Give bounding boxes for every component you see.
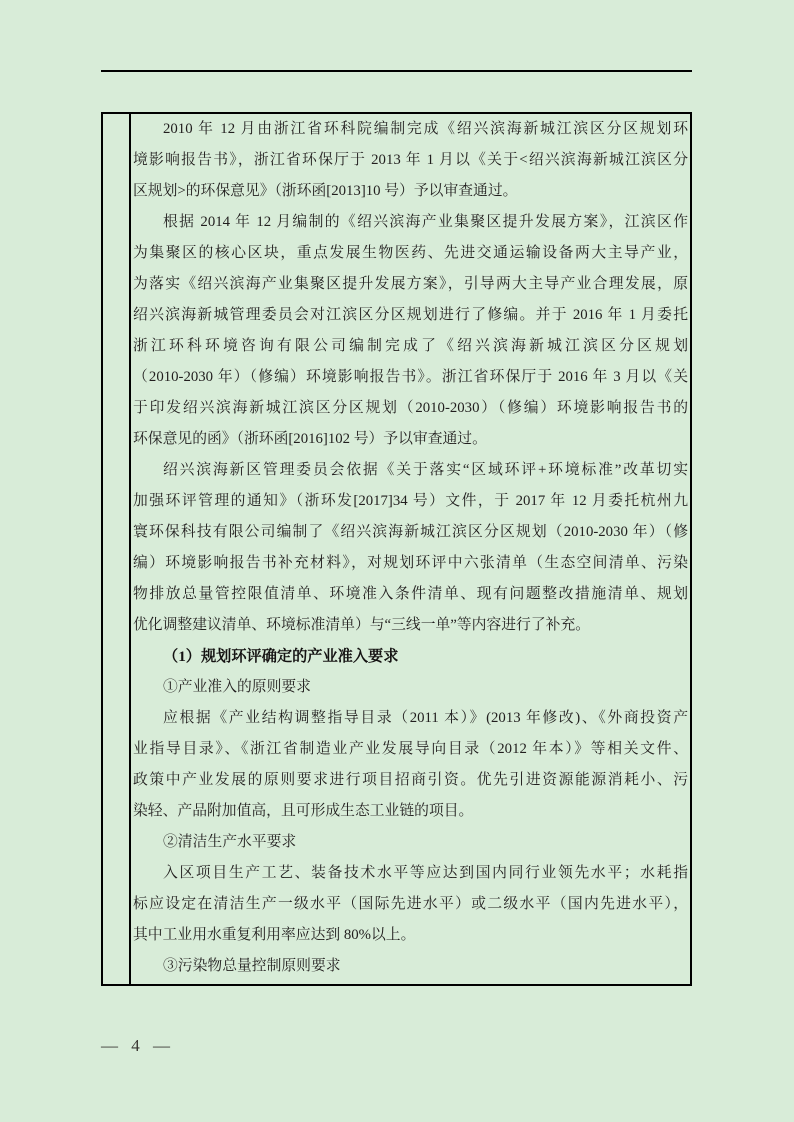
text-line: ①产业准入的原则要求 (163, 679, 311, 695)
content-table (101, 112, 692, 986)
text-line: 业指导目录》、《浙江省制造业产业发展导向目录（2012 年本）》等相关文件、 (133, 741, 688, 757)
text-line: 寰环保科技有限公司编制了《绍兴滨海新城江滨区分区规划（2010-2030 年）（修 (133, 524, 688, 540)
text-line: 物排放总量管控限值清单、环境准入条件清单、现有问题整改措施清单、规划 (133, 586, 688, 602)
text-line: 染轻、产品附加值高，且可形成生态工业链的项目。 (133, 803, 474, 819)
text-line: 编）环境影响报告书补充材料》，对规划环评中六张清单（生态空间清单、污染 (133, 555, 688, 571)
text-line: 加强环评管理的通知》（浙环发[2017]34 号）文件，于 2017 年 12 月委托杭州九 (133, 493, 688, 509)
text-line: 绍兴滨海新区管理委员会依据《关于落实“区域环评+环境标准”改革切实 (163, 462, 688, 478)
text-line: 根据 2014 年 12 月编制的《绍兴滨海产业集聚区提升发展方案》，江滨区作 (163, 214, 688, 230)
text-line: ③污染物总量控制原则要求 (163, 958, 341, 974)
text-line: 其中工业用水重复利用率应达到 80%以上。 (133, 927, 416, 943)
text-line: 于印发绍兴滨海新城江滨区分区规划（2010-2030）（修编）环境影响报告书的 (133, 400, 688, 416)
text-line: 标应设定在清洁生产一级水平（国际先进水平）或二级水平（国内先进水平）， (133, 896, 688, 912)
text-line: 境影响报告书》，浙江省环保厅于 2013 年 1 月以《关于<绍兴滨海新城江滨区分 (133, 152, 688, 168)
text-line: 环保意见的函》（浙环函[2016]102 号）予以审查通过。 (133, 431, 487, 447)
page-number: — 4 — (101, 1036, 170, 1055)
text-line: 应根据《产业结构调整指导目录（2011 本）》(2013 年修改)、《外商投资产 (163, 710, 688, 726)
text-line: 为集聚区的核心区块，重点发展生物医药、先进交通运输设备两大主导产业， (133, 245, 688, 261)
text-line: 政策中产业发展的原则要求进行项目招商引资。优先引进资源能源消耗小、污 (133, 772, 688, 788)
text-line: 为落实《绍兴滨海产业集聚区提升发展方案》，引导两大主导产业合理发展，原 (133, 276, 688, 292)
text-line: 区规划>的环保意见》（浙环函[2013]10 号）予以审查通过。 (133, 183, 518, 199)
text-line: ②清洁生产水平要求 (163, 834, 297, 850)
text-line: （2010-2030 年）（修编）环境影响报告书》。浙江省环保厅于 2016 年 3 月以《关 (133, 369, 688, 385)
text-line: 2010 年 12 月由浙江省环科院编制完成《绍兴滨海新城江滨区分区规划环 (163, 121, 688, 137)
text-line: 优化调整建议清单、环境标准清单）与“三线一单”等内容进行了补充。 (133, 617, 591, 633)
text-line: 入区项目生产工艺、装备技术水平等应达到国内同行业领先水平；水耗指 (163, 865, 688, 881)
text-line: 浙江环科环境咨询有限公司编制完成了《绍兴滨海新城江滨区分区规划 (133, 338, 688, 354)
row-label-column (103, 114, 131, 984)
header-rule (101, 70, 692, 72)
section-heading: （1）规划环评确定的产业准入要求 (163, 648, 399, 665)
content-cell (131, 114, 690, 984)
text-line: 绍兴滨海新城管理委员会对江滨区分区规划进行了修编。并于 2016 年 1 月委托 (133, 307, 688, 323)
